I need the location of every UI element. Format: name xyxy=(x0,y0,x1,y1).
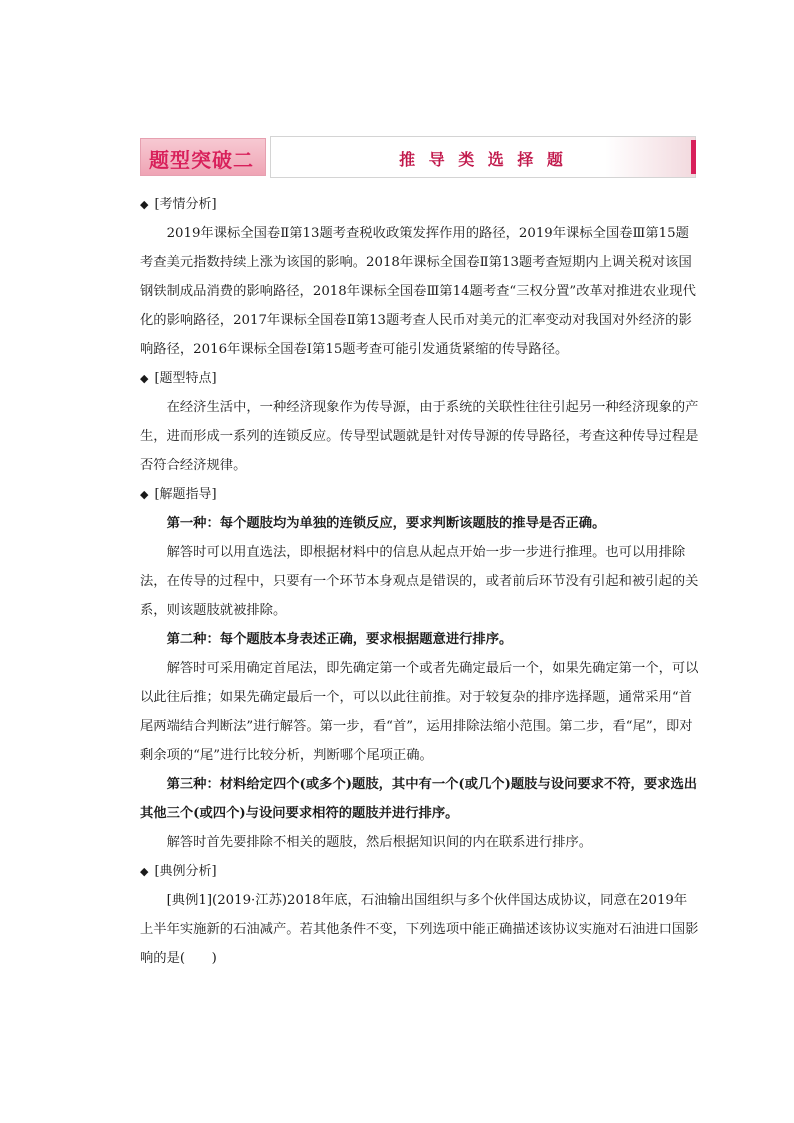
type1-body: 解答时可以用直选法，即根据材料中的信息从起点开始一步一步进行推理。也可以用排除法，在传导的过程中，只要有一个环节本身观点是错误的，或者前后环节没有引起和被引起的关系，则该题肢就被排除。 xyxy=(140,545,699,618)
banner-title-box xyxy=(270,136,696,178)
section-banner xyxy=(140,136,696,180)
type1-title: 第一种：每个题肢均为单独的连锁反应，要求判断该题肢的推导是否正确。 xyxy=(166,516,606,531)
paragraph-kaoqing: 2019年课标全国卷Ⅱ第13题考查税收政策发挥作用的路径，2019年课标全国卷Ⅲ第15题考查美元指数持续上涨为该国的影响。2018年课标全国卷Ⅱ第13题考查短期内上调关税对该国钢铁制成品消费的影响路径，2018年课标全国卷Ⅲ第14题考查“三权分置”改革对推进农业现代化的影响路径，2017年课标全国卷Ⅱ第13题考查人民币对美元的汇率变动对我国对外经济的影响路径，2016年课标全国卷Ⅰ第15题考查可能引发通货紧缩的传导路径。 xyxy=(140,226,696,357)
section-heading-kaoqing: ◆ [考情分析] xyxy=(140,197,217,212)
diamond-bullet-icon: ◆ xyxy=(140,198,149,211)
diamond-bullet-icon: ◆ xyxy=(140,372,149,385)
type3-body: 解答时首先要排除不相关的题肢，然后根据知识间的内在联系进行排序。 xyxy=(166,835,593,850)
type3-title: 第三种：材料给定四个(或多个)题肢，其中有一个(或几个)题肢与设问要求不符，要求选出其他三个(或四个)与设问要求相符的题肢并进行排序。 xyxy=(140,777,698,821)
section-heading-zhidao: ◆ [解题指导] xyxy=(140,487,217,502)
document-body xyxy=(140,190,700,973)
paragraph-dianli: [典例1](2019·江苏)2018年底，石油输出国组织与多个伙伴国达成协议，同意在2019年上半年实施新的石油减产。若其他条件不变，下列选项中能正确描述该协议实施对石油进口国影响的是( ) xyxy=(140,893,699,966)
banner-label: 题型突破二 xyxy=(149,148,254,172)
banner-label-box xyxy=(140,138,266,176)
paragraph-tedian: 在经济生活中，一种经济现象作为传导源，由于系统的关联性往往引起另一种经济现象的产生，进而形成一系列的连锁反应。传导型试题就是针对传导源的传导路径，考查这种传导过程是否符合经济规律。 xyxy=(140,400,699,473)
section-heading-dianli: ◆ [典例分析] xyxy=(140,864,217,879)
section-heading-tedian: ◆ [题型特点] xyxy=(140,371,217,386)
type2-title: 第二种：每个题肢本身表述正确，要求根据题意进行排序。 xyxy=(166,632,513,647)
banner-title: 推 导 类 选 择 题 xyxy=(399,150,567,169)
type2-body: 解答时可采用确定首尾法，即先确定第一个或者先确定最后一个，如果先确定第一个，可以以此往后推；如果先确定最后一个，可以以此往前推。对于较复杂的排序选择题，通常采用“首尾两端结合判断法”进行解答。第一步，看“首”，运用排除法缩小范围。第二步，看“尾”，即对剩余项的“尾”进行比较分析，判断哪个尾项正确。 xyxy=(140,661,699,763)
diamond-bullet-icon: ◆ xyxy=(140,865,149,878)
diamond-bullet-icon: ◆ xyxy=(140,488,149,501)
